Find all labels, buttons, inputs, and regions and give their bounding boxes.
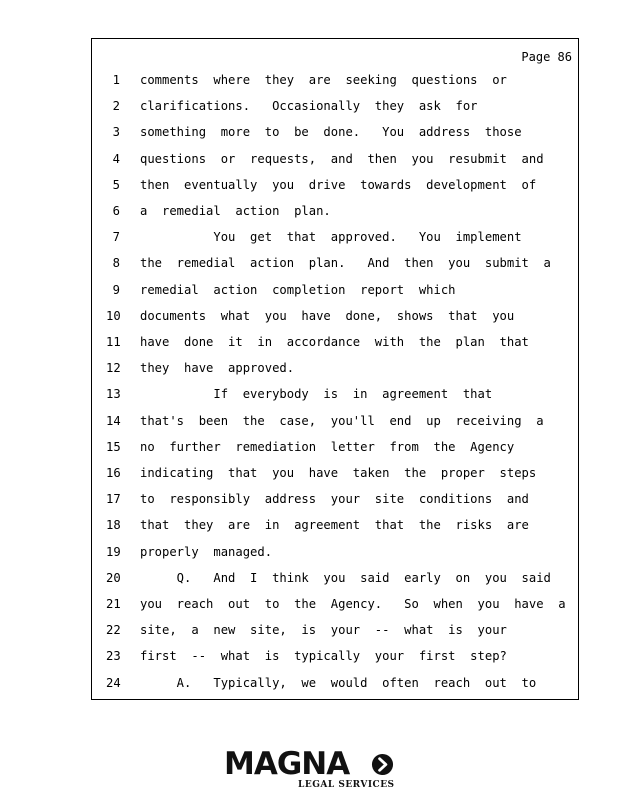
magna-logo [224, 747, 396, 793]
line-text: documents what you have done, shows that you [140, 308, 515, 323]
transcript-page [91, 38, 579, 700]
line-number: 14 [106, 413, 121, 428]
line-text: questions or requests, and then you resubmit and [140, 151, 544, 166]
line-number: 17 [106, 492, 121, 507]
line-text: something more to be done. You address those [140, 125, 522, 140]
transcript-line [92, 334, 578, 350]
line-number: 7 [112, 230, 120, 245]
line-number: 9 [112, 282, 120, 297]
line-text: Q. And I think you said early on you said [140, 570, 551, 585]
line-number: 3 [112, 125, 120, 140]
logo-tagline: LEGAL SERVICES [298, 780, 395, 790]
line-number: 13 [106, 387, 121, 402]
transcript-line [92, 124, 578, 140]
line-text: have done it in accordance with the plan that [140, 335, 529, 349]
line-number: 11 [106, 335, 121, 349]
line-text: clarifications. Occasionally they ask for [140, 99, 478, 114]
line-number: 18 [106, 518, 121, 533]
line-number: 23 [106, 649, 121, 664]
line-number: 4 [112, 151, 120, 166]
line-text: then eventually you drive towards development of [140, 177, 537, 192]
line-number: 12 [106, 361, 121, 376]
line-number: 20 [106, 570, 121, 585]
transcript-line [92, 517, 578, 533]
line-text: comments where they are seeking questions or [140, 73, 507, 87]
transcript-line [92, 439, 578, 455]
line-text: A. Typically, we would often reach out to [140, 675, 537, 690]
line-number: 5 [112, 177, 120, 192]
page-number: Page 86 [521, 50, 572, 64]
transcript-line [92, 465, 578, 481]
transcript-line [92, 570, 578, 586]
line-number: 6 [112, 204, 120, 218]
line-text: to responsibly address your site conditions and [140, 492, 529, 507]
line-number: 16 [106, 466, 121, 480]
transcript-line [92, 413, 578, 429]
transcript-line [92, 675, 578, 691]
line-number: 21 [106, 597, 121, 611]
line-text: the remedial action plan. And then you submit a [140, 256, 551, 271]
transcript-line [92, 308, 578, 324]
transcript-line [92, 282, 578, 298]
transcript-line [92, 622, 578, 638]
line-text: properly managed. [140, 544, 273, 559]
chevron-right-circle-icon [371, 753, 394, 776]
line-text: remedial action completion report which [140, 282, 456, 297]
line-number: 24 [106, 675, 121, 690]
line-text: If everybody is in agreement that [140, 387, 493, 402]
line-text: that they are in agreement that the risks are [140, 518, 529, 533]
line-text: indicating that you have taken the proper steps [140, 466, 537, 480]
line-text: You get that approved. You implement [140, 230, 522, 245]
line-number: 2 [112, 99, 120, 114]
line-number: 10 [106, 308, 121, 323]
line-text: that's been the case, you'll end up receiving a [140, 413, 544, 428]
line-text: a remedial action plan. [140, 204, 331, 218]
transcript-line [92, 203, 578, 219]
transcript-line [92, 596, 578, 612]
line-text: no further remediation letter from the Agency [140, 439, 515, 454]
transcript-line [92, 544, 578, 560]
line-number: 8 [112, 256, 120, 271]
line-number: 1 [112, 73, 120, 87]
logo-wordmark: MAGNA [224, 746, 350, 782]
line-number: 15 [106, 439, 121, 454]
transcript-line [92, 255, 578, 271]
line-number: 19 [106, 544, 121, 559]
line-text: site, a new site, is your -- what is your [140, 623, 507, 638]
transcript-line [92, 229, 578, 245]
transcript-line [92, 386, 578, 402]
transcript-line [92, 151, 578, 167]
transcript-line [92, 177, 578, 193]
transcript-line [92, 648, 578, 664]
line-text: they have approved. [140, 361, 295, 376]
line-text: first -- what is typically your first step? [140, 649, 507, 664]
transcript-line [92, 491, 578, 507]
transcript-line [92, 98, 578, 114]
transcript-line [92, 360, 578, 376]
line-number: 22 [106, 623, 121, 638]
transcript-line [92, 72, 578, 88]
line-text: you reach out to the Agency. So when you have a [140, 597, 566, 611]
